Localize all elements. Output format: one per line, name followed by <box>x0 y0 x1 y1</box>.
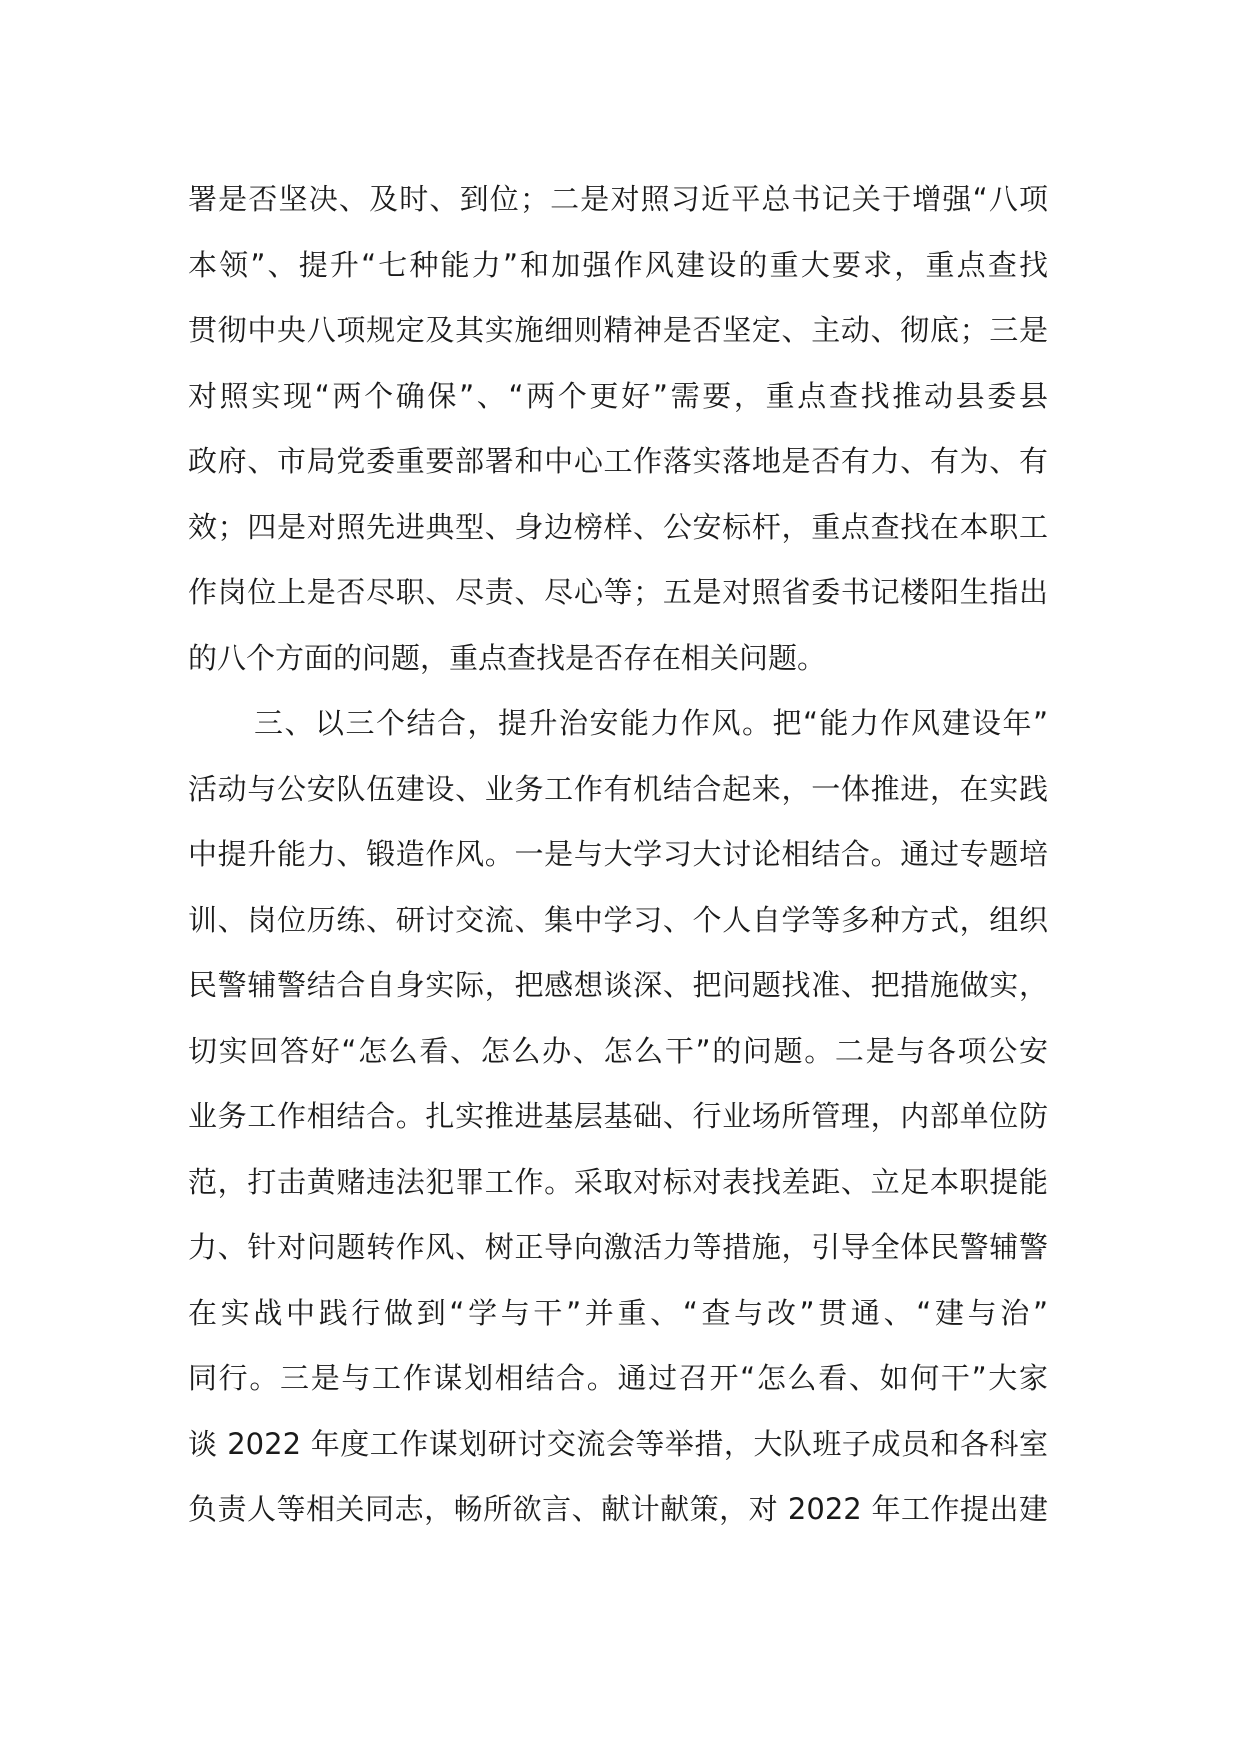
text-line: 民警辅警结合自身实际，把感想谈深、把问题找准、把措施做实， <box>188 968 1048 1002</box>
text-line: 本领”、提升“七种能力”和加强作风建设的重大要求，重点查找 <box>188 247 1048 282</box>
text-line: 范，打击黄赌违法犯罪工作。采取对标对表找差距、立足本职提能 <box>188 1164 1048 1199</box>
text-line: 对照实现“两个确保”、“两个更好”需要，重点查找推动县委县 <box>188 378 1048 413</box>
text-line: 同行。三是与工作谋划相结合。通过召开“怎么看、如何干”大家 <box>188 1361 1048 1395</box>
text-line: 谈 2022 年度工作谋划研讨交流会等举措，大队班子成员和各科室 <box>188 1426 1048 1461</box>
document-body <box>188 167 1048 1543</box>
text-line: 业务工作相结合。扎实推进基层基础、行业场所管理，内部单位防 <box>188 1099 1048 1133</box>
text-line: 署是否坚决、及时、到位；二是对照习近平总书记关于增强“八项 <box>188 182 1048 216</box>
text-line: 力、针对问题转作风、树正导向激活力等措施，引导全体民警辅警 <box>188 1230 1048 1264</box>
text-line: 作岗位上是否尽职、尽责、尽心等；五是对照省委书记楼阳生指出 <box>188 575 1048 609</box>
text-line: 活动与公安队伍建设、业务工作有机结合起来，一体推进，在实践 <box>188 771 1048 806</box>
text-line: 切实回答好“怎么看、怎么办、怎么干”的问题。二是与各项公安 <box>188 1033 1048 1068</box>
text-line: 在实战中践行做到“学与干”并重、“查与改”贯通、“建与治” <box>188 1295 1048 1330</box>
text-line: 训、岗位历练、研讨交流、集中学习、个人自学等多种方式，组织 <box>188 902 1048 937</box>
text-line: 中提升能力、锻造作风。一是与大学习大讨论相结合。通过专题培 <box>188 837 1048 871</box>
paragraph-start-line: 三、以三个结合，提升治安能力作风。把“能力作风建设年” <box>254 706 1048 740</box>
text-line: 的八个方面的问题，重点查找是否存在相关问题。 <box>188 640 827 675</box>
text-line: 政府、市局党委重要部署和中心工作落实落地是否有力、有为、有 <box>188 444 1048 478</box>
text-line: 贯彻中央八项规定及其实施细则精神是否坚定、主动、彻底；三是 <box>188 313 1048 347</box>
text-line: 效；四是对照先进典型、身边榜样、公安标杆，重点查找在本职工 <box>188 509 1048 544</box>
text-line: 负责人等相关同志，畅所欲言、献计献策，对 2022 年工作提出建 <box>188 1492 1048 1526</box>
